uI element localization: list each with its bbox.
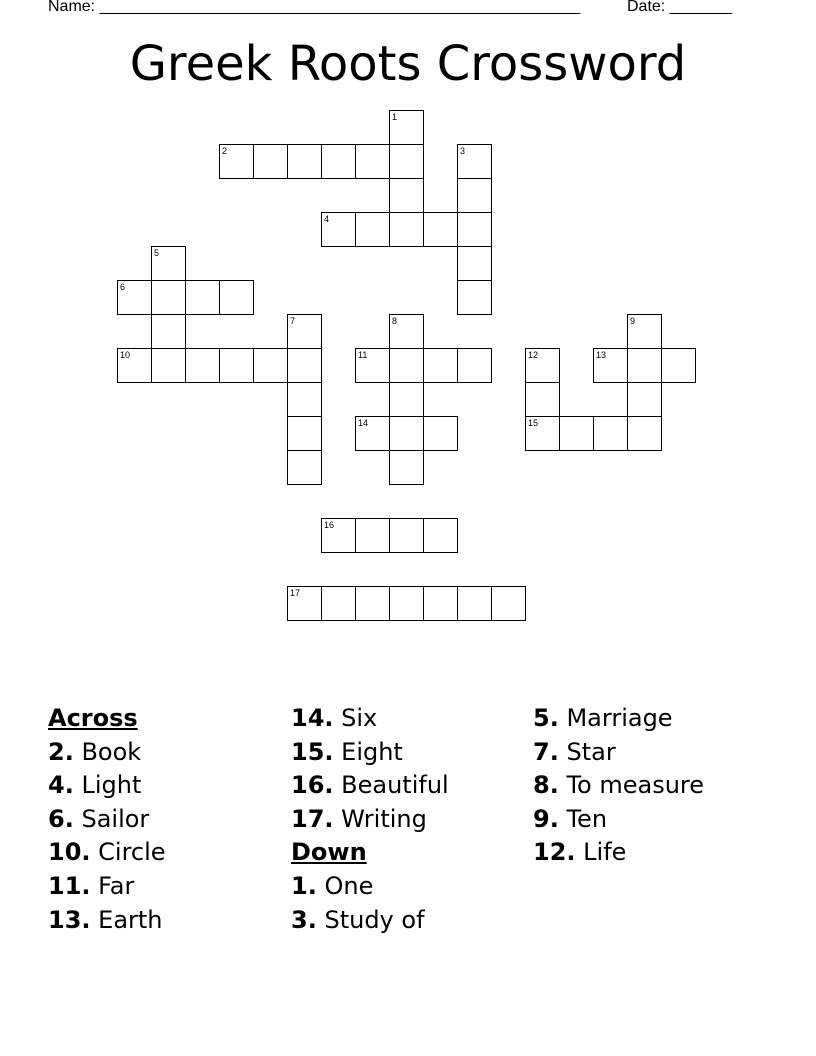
clue-number: 4. xyxy=(48,771,74,800)
clue-text: Far xyxy=(98,871,135,900)
clue-down-8 xyxy=(533,770,773,804)
clue-text: Ten xyxy=(566,804,608,833)
grid-cell[interactable] xyxy=(287,450,322,485)
grid-cell[interactable] xyxy=(151,348,186,383)
grid-cell[interactable] xyxy=(287,382,322,417)
grid-cell[interactable] xyxy=(321,144,356,179)
clue-text: Earth xyxy=(98,905,163,934)
clue-number: 9. xyxy=(533,804,559,833)
grid-cell[interactable] xyxy=(457,348,492,383)
grid-cell[interactable] xyxy=(355,586,390,621)
clue-number: 12. xyxy=(533,838,576,867)
grid-cell[interactable] xyxy=(627,348,662,383)
grid-cell[interactable] xyxy=(525,416,560,451)
clue-across-15 xyxy=(291,737,531,771)
clue-down-5 xyxy=(533,703,773,737)
clue-number: 3. xyxy=(291,905,317,934)
clue-number: 5. xyxy=(533,704,559,732)
grid-cell[interactable] xyxy=(151,246,186,281)
clue-text: One xyxy=(324,871,374,900)
grid-cell[interactable] xyxy=(185,348,220,383)
clue-text: Writing xyxy=(341,804,427,833)
cell-number: 5 xyxy=(154,248,160,258)
clue-text: Marriage xyxy=(566,704,673,732)
grid-cell[interactable] xyxy=(389,348,424,383)
clue-text: To measure xyxy=(566,771,705,800)
cell-number: 17 xyxy=(290,588,301,598)
clue-text: Book xyxy=(81,737,142,766)
grid-cell[interactable] xyxy=(389,212,424,247)
grid-cell[interactable] xyxy=(423,518,458,553)
clue-number: 1. xyxy=(291,871,317,900)
down-heading: Down xyxy=(291,838,367,867)
grid-cell[interactable] xyxy=(627,416,662,451)
grid-cell[interactable] xyxy=(355,348,390,383)
grid-cell[interactable] xyxy=(389,450,424,485)
cell-number: 16 xyxy=(324,520,335,530)
clue-down-12 xyxy=(533,837,773,871)
grid-cell[interactable] xyxy=(559,416,594,451)
clue-column-2 xyxy=(291,703,531,938)
grid-cell[interactable] xyxy=(151,314,186,349)
clue-across-6 xyxy=(48,804,288,838)
grid-cell[interactable] xyxy=(423,586,458,621)
clue-number: 6. xyxy=(48,804,74,833)
grid-cell[interactable] xyxy=(525,348,560,383)
grid-cell[interactable] xyxy=(219,280,254,315)
clue-text: Life xyxy=(583,838,627,867)
grid-cell[interactable] xyxy=(185,280,220,315)
grid-cell[interactable] xyxy=(321,212,356,247)
clue-number: 11. xyxy=(48,871,91,900)
grid-cell[interactable] xyxy=(117,348,152,383)
grid-cell[interactable] xyxy=(627,314,662,349)
grid-cell[interactable] xyxy=(525,382,560,417)
clue-text: Six xyxy=(341,704,378,732)
clue-across-13 xyxy=(48,905,288,939)
grid-cell[interactable] xyxy=(287,348,322,383)
grid-cell[interactable] xyxy=(355,416,390,451)
clue-across-11 xyxy=(48,871,288,905)
grid-cell[interactable] xyxy=(219,348,254,383)
grid-cell[interactable] xyxy=(355,518,390,553)
cell-number: 1 xyxy=(392,112,398,122)
cell-number: 8 xyxy=(392,316,398,326)
clue-number: 14. xyxy=(291,704,334,732)
grid-cell[interactable] xyxy=(389,314,424,349)
clue-number: 16. xyxy=(291,771,334,800)
clue-across-16 xyxy=(291,770,531,804)
cell-number: 7 xyxy=(290,316,296,326)
grid-cell[interactable] xyxy=(287,144,322,179)
page-title: Greek Roots Crossword xyxy=(129,36,687,92)
grid-cell[interactable] xyxy=(389,178,424,213)
grid-cell[interactable] xyxy=(355,144,390,179)
clue-text: Beautiful xyxy=(341,771,449,800)
clue-text: Study of xyxy=(324,905,425,934)
clue-across-17 xyxy=(291,804,531,838)
cell-number: 9 xyxy=(630,316,636,326)
grid-cell[interactable] xyxy=(287,314,322,349)
cell-number: 13 xyxy=(596,350,607,360)
grid-cell[interactable] xyxy=(321,518,356,553)
grid-cell[interactable] xyxy=(661,348,696,383)
grid-cell[interactable] xyxy=(457,246,492,281)
clue-text: Light xyxy=(81,771,142,800)
grid-cell[interactable] xyxy=(117,280,152,315)
clue-across-4 xyxy=(48,770,288,804)
clue-down-7 xyxy=(533,737,773,771)
clue-down-1 xyxy=(291,871,531,905)
clue-number: 7. xyxy=(533,737,559,766)
date-field-label[interactable]: Date: _______ xyxy=(627,0,732,15)
grid-cell[interactable] xyxy=(423,416,458,451)
grid-cell[interactable] xyxy=(593,348,628,383)
clue-across-10 xyxy=(48,837,288,871)
cell-number: 2 xyxy=(222,146,228,156)
clue-number: 10. xyxy=(48,838,91,867)
clue-text: Circle xyxy=(98,838,166,867)
clue-text: Star xyxy=(566,737,616,766)
grid-cell[interactable] xyxy=(423,212,458,247)
grid-cell[interactable] xyxy=(423,348,458,383)
grid-cell[interactable] xyxy=(457,144,492,179)
cell-number: 3 xyxy=(460,146,466,156)
grid-cell[interactable] xyxy=(593,416,628,451)
clue-across-14 xyxy=(291,703,531,737)
cell-number: 4 xyxy=(324,214,330,224)
cell-number: 12 xyxy=(528,350,539,360)
grid-cell[interactable] xyxy=(457,178,492,213)
clue-number: 15. xyxy=(291,737,334,766)
clue-number: 2. xyxy=(48,737,74,766)
grid-cell[interactable] xyxy=(389,416,424,451)
across-heading: Across xyxy=(48,704,138,732)
grid-cell[interactable] xyxy=(389,110,424,145)
grid-cell[interactable] xyxy=(321,586,356,621)
clue-number: 13. xyxy=(48,905,91,934)
grid-cell[interactable] xyxy=(457,212,492,247)
clue-down-3 xyxy=(291,905,531,939)
clue-number: 17. xyxy=(291,804,334,833)
clue-number: 8. xyxy=(533,771,559,800)
cell-number: 6 xyxy=(120,282,126,292)
grid-cell[interactable] xyxy=(457,586,492,621)
cell-number: 10 xyxy=(120,350,131,360)
grid-cell[interactable] xyxy=(151,280,186,315)
clue-column-1 xyxy=(48,703,288,938)
clue-across-2 xyxy=(48,737,288,771)
name-field-label[interactable]: Name: ______________________________________________________ xyxy=(48,0,581,15)
grid-cell[interactable] xyxy=(219,144,254,179)
clue-down-9 xyxy=(533,804,773,838)
cell-number: 11 xyxy=(358,350,368,360)
grid-cell[interactable] xyxy=(287,586,322,621)
grid-cell[interactable] xyxy=(389,518,424,553)
clue-text: Sailor xyxy=(81,804,150,833)
clue-column-3 xyxy=(533,703,773,871)
grid-cell[interactable] xyxy=(389,586,424,621)
grid-cell[interactable] xyxy=(253,144,288,179)
grid-cell[interactable] xyxy=(627,382,662,417)
grid-cell[interactable] xyxy=(457,280,492,315)
grid-cell[interactable] xyxy=(355,212,390,247)
grid-cell[interactable] xyxy=(287,416,322,451)
cell-number: 14 xyxy=(358,418,369,428)
grid-cell[interactable] xyxy=(491,586,526,621)
cell-number: 15 xyxy=(528,418,539,428)
grid-cell[interactable] xyxy=(389,144,424,179)
clue-list xyxy=(48,703,768,943)
grid-cell[interactable] xyxy=(389,382,424,417)
clue-text: Eight xyxy=(341,737,403,766)
grid-cell[interactable] xyxy=(253,348,288,383)
